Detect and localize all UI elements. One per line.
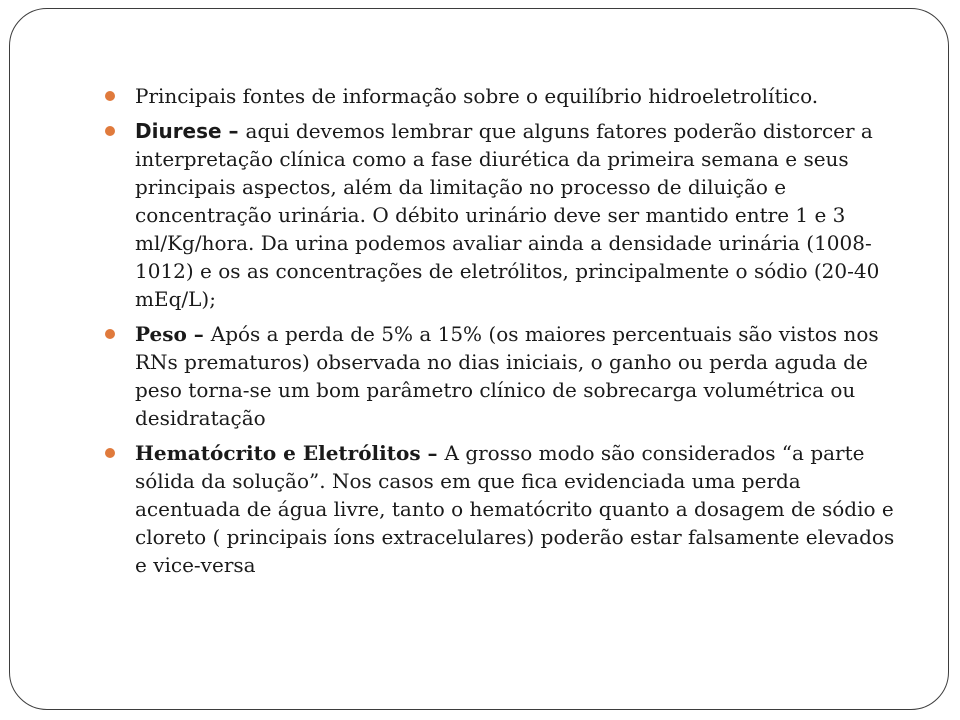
bullet-dot-icon — [105, 448, 115, 458]
bullet-dash: – — [420, 441, 445, 465]
bullet-item-peso — [103, 320, 903, 432]
bullet-item-diurese — [103, 117, 903, 313]
bullet-text: aqui devemos lembrar que alguns fatores poderão distorcer a interpretação clínica como a fase diurética da primeira semana e seus principais aspectos, além da limitação no processo de diluição e concentração urinária. O débito urinário deve ser mantido entre 1 e 3 ml/Kg/hora. Da urina podemos avaliar ainda a densidade urinária (1008-1012) e os as concentrações de eletrólitos, principalmente o sódio (20-40 mEq/L); — [135, 119, 880, 311]
bullet-list — [103, 82, 903, 579]
bullet-text: A grosso modo são considerados “a parte sólida da solução”. Nos casos em que fica evidenciada uma perda acentuada de água livre, tanto o hematócrito quanto a dosagem de sódio e cloreto ( principais íons extracelulares) poderão estar falsamente elevados e vice-versa — [135, 441, 895, 577]
bullet-text: Após a perda de 5% a 15% (os maiores percentuais são vistos nos RNs prematuros) observada no dias iniciais, o ganho ou perda aguda de peso torna-se um bom parâmetro clínico de sobrecarga volumétrica ou desidratação — [135, 322, 879, 430]
bullet-term: Diurese — [135, 119, 222, 143]
bullet-dash: – — [186, 322, 211, 346]
bullet-dash: – — [221, 119, 246, 143]
bullet-text: Principais fontes de informação sobre o equilíbrio hidroeletrolítico. — [135, 84, 819, 108]
bullet-term: Peso — [135, 322, 187, 346]
bullet-dot-icon — [105, 91, 115, 101]
bullet-dot-icon — [105, 126, 115, 136]
bullet-term: Hematócrito e Eletrólitos — [135, 441, 421, 465]
bullet-item-sources — [103, 82, 903, 110]
bullet-item-hematocrito — [103, 439, 903, 579]
bullet-dot-icon — [105, 329, 115, 339]
